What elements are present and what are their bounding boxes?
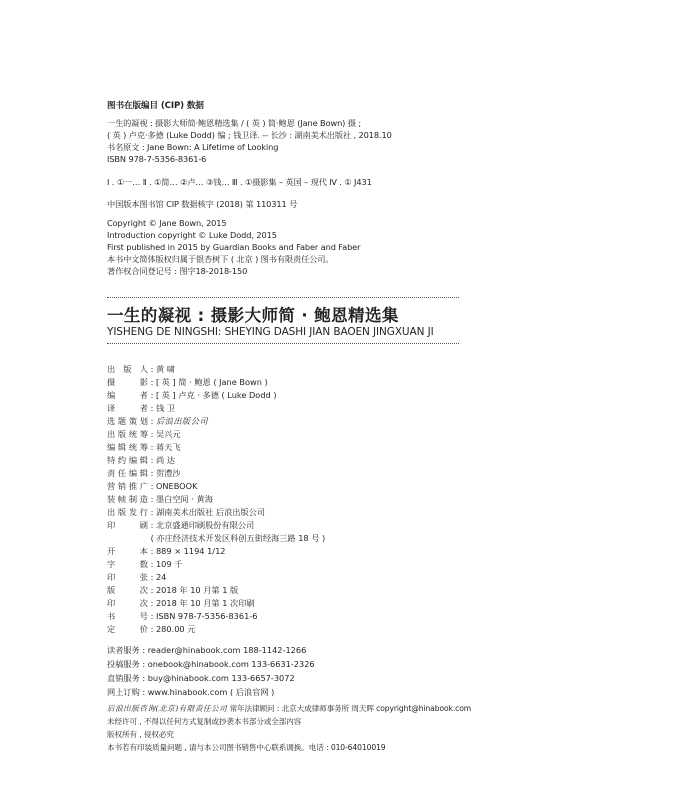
- credit-label: 译者: [107, 403, 148, 413]
- credit-row: 营销推广 : ONEBOOK: [107, 481, 198, 491]
- credit-row: 出版统筹 : 吴兴元: [107, 429, 181, 439]
- credit-row: 印刷 : 北京盛通印刷股份有限公司: [107, 520, 255, 530]
- credit-value: 蒋天飞: [155, 442, 181, 452]
- service-label: 投稿服务 :: [107, 659, 148, 669]
- cip-line: 书名原文 : Jane Bown: A Lifetime of Looking: [107, 142, 279, 152]
- credit-label: 版次: [107, 585, 148, 595]
- service-value: onebook@hinabook.com 133-6631-2326: [147, 659, 315, 669]
- credit-value: 2018 年 10 月第 1 次印刷: [155, 598, 255, 608]
- credit-row: 定价 : 280.00 元: [107, 624, 196, 634]
- service-label: 网上订购 :: [107, 687, 148, 697]
- credit-value: ONEBOOK: [155, 481, 198, 491]
- credit-value: 北京盛通印刷股份有限公司: [155, 520, 255, 530]
- legal-counsel: 常年法律顾问 : 北京大成律师事务所 周天晖 copyright@hinabook.com: [227, 704, 472, 713]
- legal-line: 版权所有 , 侵权必究: [107, 730, 174, 739]
- credit-label: 开本: [107, 546, 148, 556]
- credit-value: 贺澧沙: [155, 468, 181, 478]
- credit-row: 装帧制造 : 墨白空间 · 黄海: [107, 494, 213, 504]
- separator-top: [107, 297, 459, 298]
- credit-value: [ 英 ] 卢克 · 多德 ( Luke Dodd ): [155, 390, 277, 400]
- credit-label: 选题策划: [107, 416, 148, 426]
- credit-label: 印次: [107, 598, 148, 608]
- credit-value: 889 × 1194 1/12: [155, 546, 226, 556]
- credit-label: 摄影: [107, 377, 148, 387]
- cip-line: ( 英 ) 卢克·多德 (Luke Dodd) 编 ; 钱卫译. -- 长沙 : 湖南美术出版社 , 2018.10: [107, 130, 392, 140]
- separator-bottom: [107, 343, 459, 344]
- service-label: 直销服务 :: [107, 673, 148, 683]
- credit-label: 出版发行: [107, 507, 148, 517]
- copyright-line: First published in 2015 by Guardian Books and Faber and Faber: [107, 242, 361, 252]
- credit-row: 出版发行 : 湖南美术出版社 后浪出版公司: [107, 507, 266, 517]
- credit-value: 尚 达: [155, 455, 175, 465]
- credit-row: 编辑统筹 : 蒋天飞: [107, 442, 181, 452]
- credit-row: 开本 : 889 × 1194 1/12: [107, 546, 226, 556]
- credit-label: 编辑统筹: [107, 442, 148, 452]
- service-row: [107, 659, 315, 670]
- cip-isbn: ISBN 978-7-5356-8361-6: [107, 154, 207, 164]
- credit-label: 出版人: [107, 364, 148, 374]
- credit-label: 营销推广: [107, 481, 148, 491]
- service-value: reader@hinabook.com 188-1142-1266: [147, 645, 307, 655]
- credit-row: 特约编辑 : 尚 达: [107, 455, 175, 465]
- book-title-pinyin: YISHENG DE NINGSHI: SHEYING DASHI JIAN BAOEN JINGXUAN JI: [107, 326, 434, 338]
- cip-line: 一生的凝视 : 摄影大师简·鲍恩精选集 / ( 英 ) 简·鲍恩 (Jane Bown) 摄 ;: [107, 118, 362, 128]
- cip-heading: 图书在版编目 (CIP) 数据: [107, 101, 204, 111]
- credit-label: 装帧制造: [107, 494, 148, 504]
- credit-value: 墨白空间 · 黄海: [155, 494, 213, 504]
- credit-label: 特约编辑: [107, 455, 148, 465]
- credit-label: 编者: [107, 390, 148, 400]
- copyright-line: 本书中文简体版权归属于银杏树下 ( 北京 ) 图书有限责任公司。: [107, 254, 334, 264]
- credit-label: 印张: [107, 572, 148, 582]
- cip-record: 中国版本图书馆 CIP 数据核字 (2018) 第 110311 号: [107, 199, 298, 209]
- credit-label: 书号: [107, 611, 148, 621]
- credit-label: 责任编辑: [107, 468, 148, 478]
- company-seal-text: 后浪出版咨询(北京)有限责任公司: [107, 704, 228, 713]
- credit-row: 选题策划 : 后浪出版公司: [107, 416, 209, 426]
- credit-row: 译者 : 钱 卫: [107, 403, 175, 413]
- cip-classification: Ⅰ . ①一… Ⅱ . ①简… ②卢… ③钱… Ⅲ . ①摄影集 – 英国 – 现代 Ⅳ . ① J431: [107, 177, 372, 187]
- book-title-zh: 一生的凝视 : 摄影大师简 · 鲍恩精选集: [107, 306, 399, 325]
- credit-value: ISBN 978-7-5356-8361-6: [155, 611, 258, 621]
- credit-value: 钱 卫: [155, 403, 175, 413]
- legal-line: 本书若有印装质量问题 , 请与本公司图书销售中心联系调换。电话 : 010-64010019: [107, 743, 386, 752]
- credit-label: 印刷: [107, 520, 148, 530]
- credit-value: 280.00 元: [155, 624, 196, 634]
- credit-row: 版次 : 2018 年 10 月第 1 版: [107, 585, 239, 595]
- legal-line: 未经许可 , 不得以任何方式复制或抄袭本书部分或全部内容: [107, 717, 302, 726]
- credit-value: 109 千: [155, 559, 183, 569]
- credit-row: 责任编辑 : 贺澧沙: [107, 468, 181, 478]
- credit-row: 编者 : [ 英 ] 卢克 · 多德 ( Luke Dodd ): [107, 390, 277, 400]
- credit-row: 字数 : 109 千: [107, 559, 183, 569]
- credit-row: 出版人 : 黄 啸: [107, 364, 175, 374]
- credit-row: 印次 : 2018 年 10 月第 1 次印刷: [107, 598, 255, 608]
- printer-address: ( 亦庄经济技术开发区科创五街经海三路 18 号 ): [150, 533, 326, 543]
- copyright-line: Copyright © Jane Bown, 2015: [107, 218, 227, 228]
- service-row: [107, 687, 274, 698]
- credit-label: 定价: [107, 624, 148, 634]
- copyright-line: Introduction copyright © Luke Dodd, 2015: [107, 230, 277, 240]
- credit-label: 字数: [107, 559, 148, 569]
- service-value: buy@hinabook.com 133-6657-3072: [147, 673, 295, 683]
- credit-row: 书号 : ISBN 978-7-5356-8361-6: [107, 611, 258, 621]
- service-value: www.hinabook.com ( 后浪官网 ): [147, 687, 275, 697]
- service-row: [107, 673, 295, 684]
- legal-line: [107, 703, 471, 714]
- credit-value: 黄 啸: [155, 364, 175, 374]
- credit-value: 2018 年 10 月第 1 版: [155, 585, 239, 595]
- service-row: [107, 645, 306, 656]
- credit-value: 吴兴元: [155, 429, 181, 439]
- credit-value: 湖南美术出版社 后浪出版公司: [155, 507, 266, 517]
- credit-row: 印张 : 24: [107, 572, 167, 582]
- publisher-seal-text: 后浪出版公司: [155, 416, 209, 426]
- credit-row: [107, 533, 325, 544]
- credit-label: 出版统筹: [107, 429, 148, 439]
- service-label: 读者服务 :: [107, 645, 148, 655]
- contract-registration: 著作权合同登记号 : 图字18-2018-150: [107, 266, 248, 276]
- credit-value: [ 英 ] 简 · 鲍恩 ( Jane Bown ): [155, 377, 268, 387]
- credit-row: 摄影 : [ 英 ] 简 · 鲍恩 ( Jane Bown ): [107, 377, 268, 387]
- credit-value: 24: [155, 572, 167, 582]
